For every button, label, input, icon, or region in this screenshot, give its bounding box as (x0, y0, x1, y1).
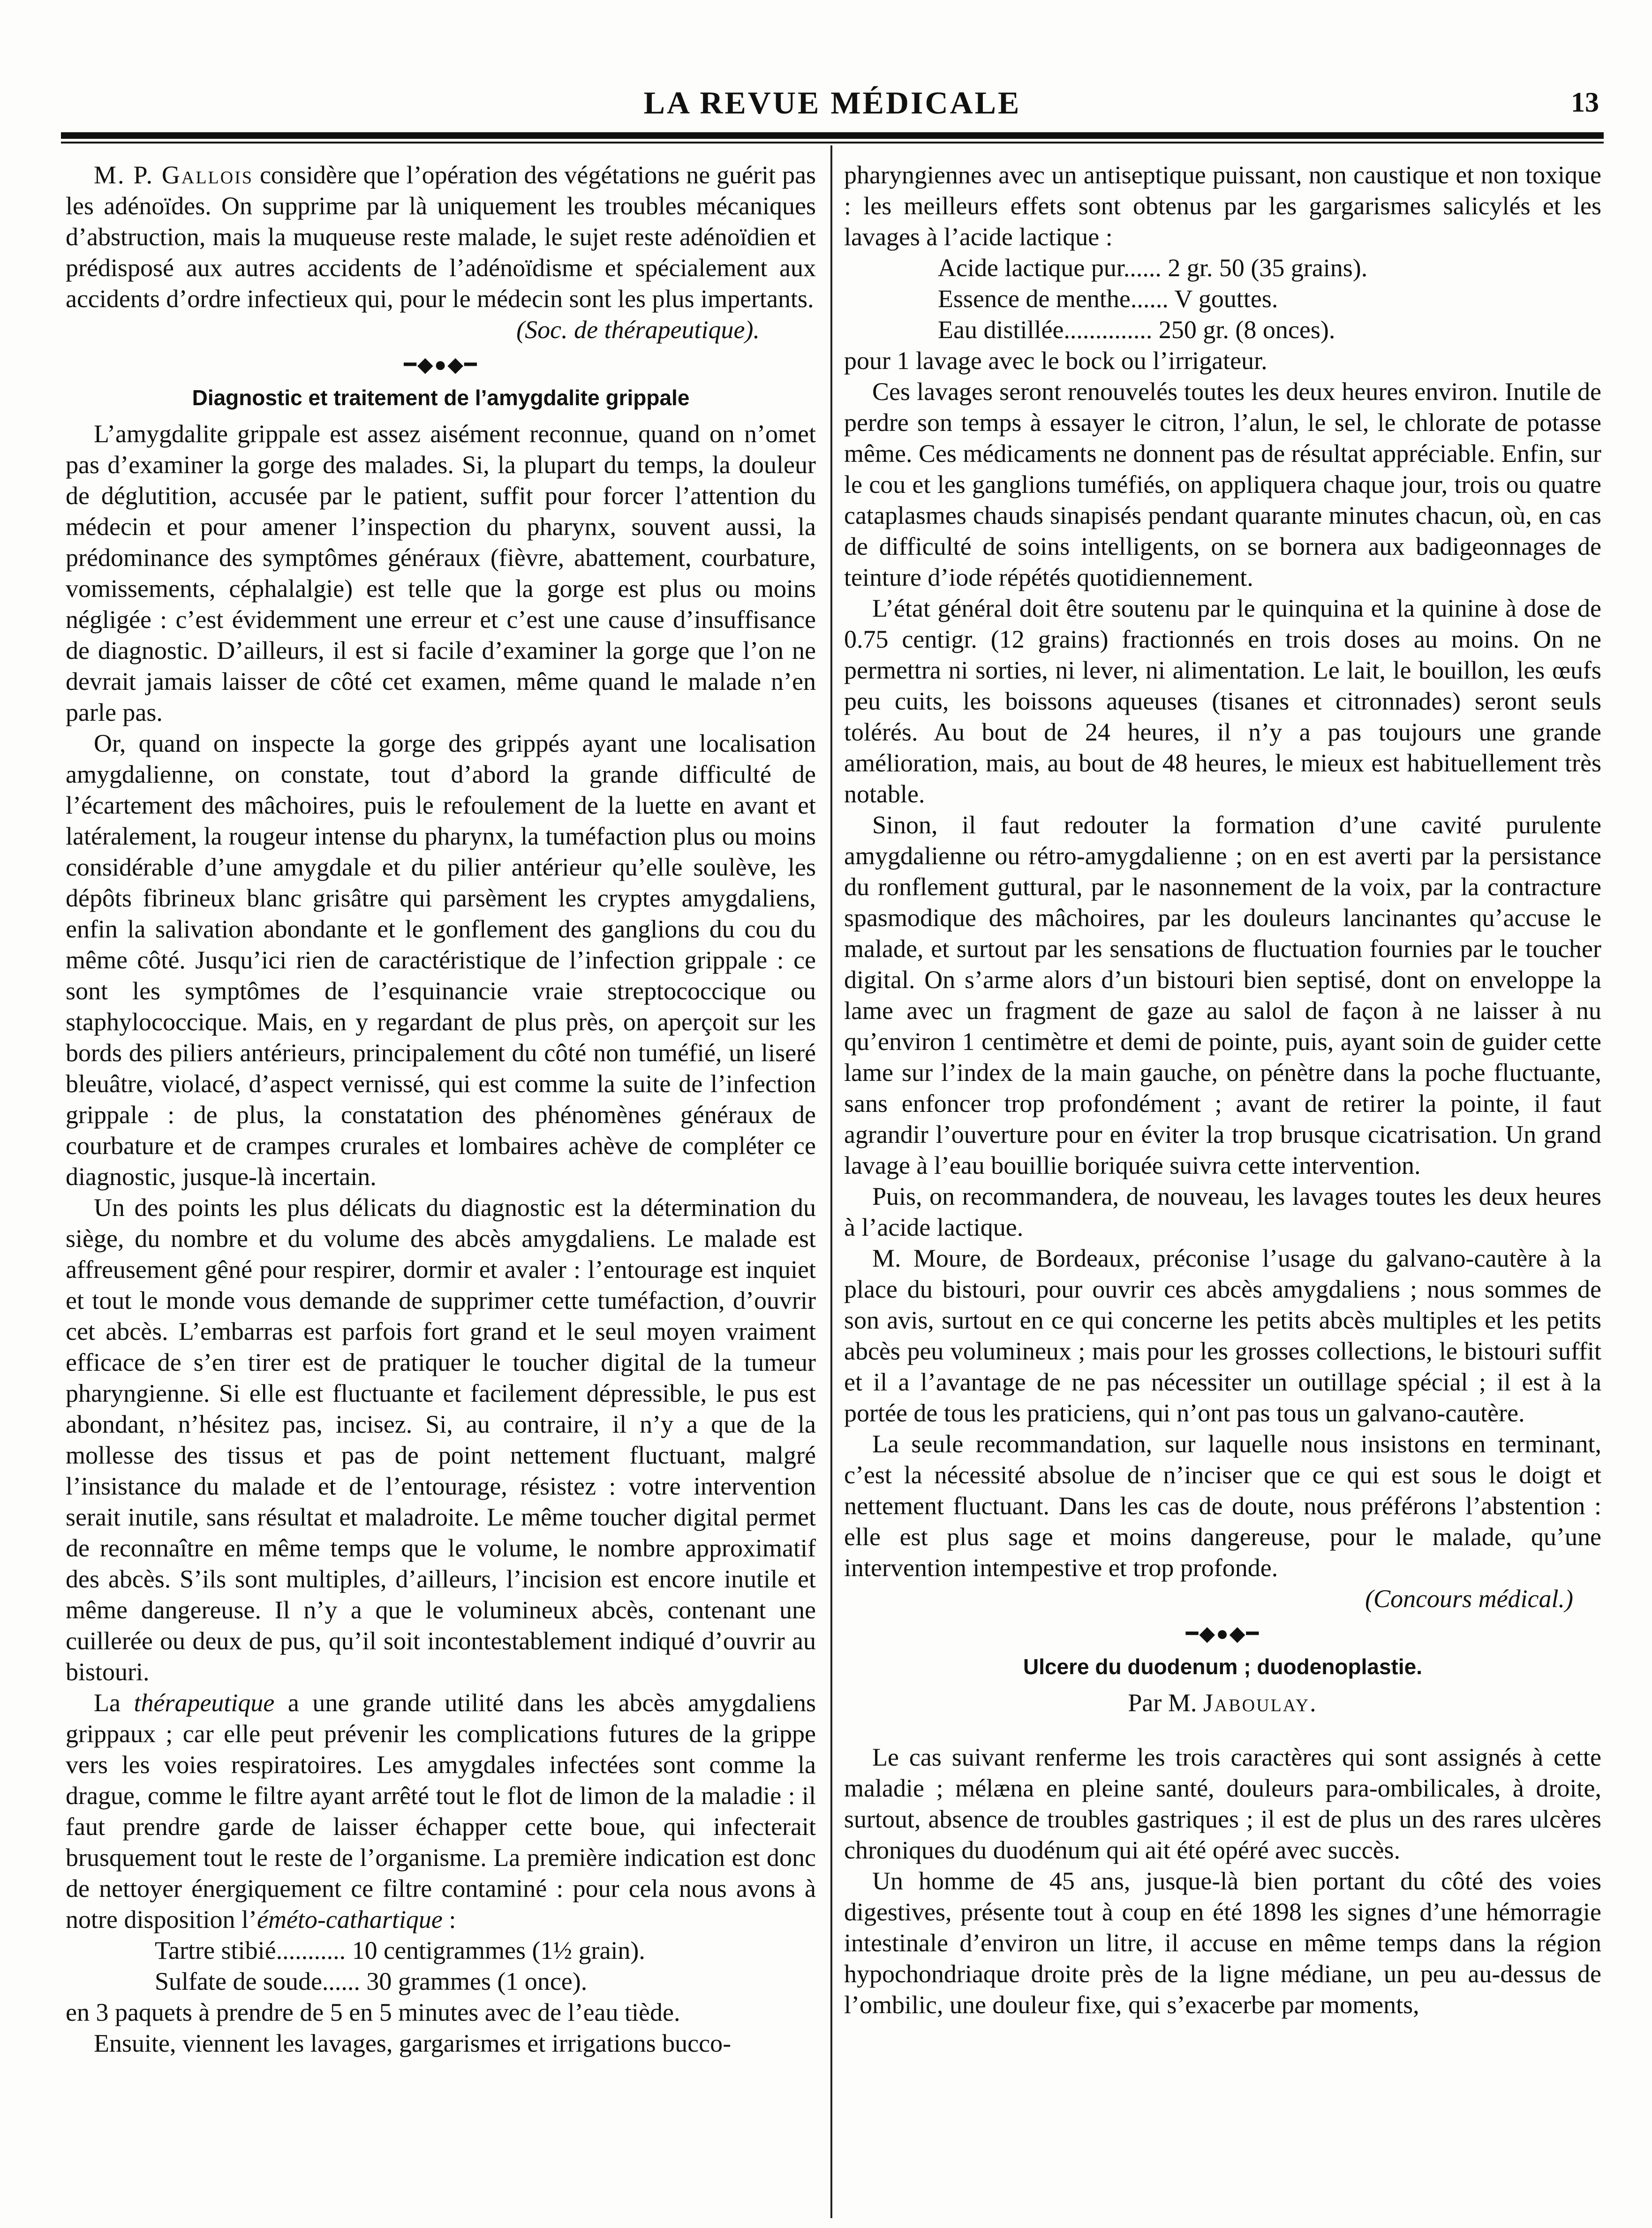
intro-author: M. P. Gallois (94, 161, 254, 189)
intro-paragraph (66, 159, 816, 314)
header-rule-thin (61, 142, 1604, 143)
article-paragraph: Or, quand on inspecte la gorge des grippés ayant une localisation amygdalienne, on constate, tout d’abord la grande difficulté de l’écartement des mâchoires, puis le refoulement de la luette en avant et latéralement, la rougeur intense du pharynx, la tuméfaction plus ou moins considérable d’une amygdale et du pilier antérieur qu’elle soulève, les dépôts fibrineux blanc grisâtre qui parsèment les cryptes amygdaliens, enfin la salivation abondante et le gonflement des ganglions du cou du même côté. Jusqu’ici rien de caractéristique de l’infection grippale : ce sont les symptômes de l’esquinancie vraie streptococcique ou staphylococcique. Mais, en y regardant de plus près, on aperçoit sur les bords des piliers antérieurs, principalement du côté non tuméfié, un liseré bleuâtre, violacé, d’aspect vernissé, qui est comme la suite de l’infection grippale : de plus, la constatation des phénomènes généraux de courbature et de crampes crurales et lombaires achève de compléter ce diagnostic, jusque-là incertain. (66, 729, 816, 1191)
recipe-line: Sulfate de soude...... 30 grammes (1 once). (155, 1967, 588, 1995)
article-paragraph: Le cas suivant renferme les trois caractères qui sont assignés à cette maladie ; mélæna en pleine santé, douleurs para-ombilicales, à droite, surtout, absence de troubles gastriques ; il est de plus un des rares ulcères chroniques du duodénum qui ait été opéré avec succès. (844, 1743, 1601, 1864)
article-paragraph: Un des points les plus délicats du diagnostic est la détermination du siège, du nombre et du volume des abcès amygdaliens. Le malade est affreusement gêné pour respirer, dormir et avaler : l’entourage est inquiet et tout le monde vous demande de supprimer cette tuméfaction, d’ouvrir cet abcès. L’embarras est parfois fort grand et le seul moyen vraiment efficace de s’en tirer est de pratiquer le toucher digital de la tumeur pharyngienne. Si elle est fluctuante et facilement dépressible, le pus est abondant, n’hésitez pas, incisez. Si, au contraire, il n’y a que de la mollesse des tissus et pas de point nettement fluctuant, malgré l’insistance du malade et de l’entourage, résistez : votre intervention serait inutile, sans résultat et maladroite. Le même toucher digital permet de reconnaître en même temps que le volume, le nombre approximatif des abcès. S’ils sont multiples, d’ailleurs, l’incision est encore inutile et même dangereuse. Il n’y a que le volumineux abcès, contenant une cuillerée ou deux de pus, qu’il soit incontestablement indiqué d’ouvrir au bistouri. (66, 1193, 816, 1686)
article-paragraph: Ces lavages seront renouvelés toutes les deux heures environ. Inutile de perdre son temps à essayer le citron, l’alun, le sel, le chlorate de potasse même. Ces médicaments ne donnent pas de résultat appréciable. Enfin, sur le cou et les ganglions tuméfiés, on appliquera chaque jour, trois ou quatre cataplasmes chauds sinapisés pendant quarante minutes chacun, où, en cas de difficulté de soins intelligents, on se bornera aux badigeonnages de teinture d’iode répétés quotidiennement. (844, 378, 1601, 591)
intro-text: considère que l’opération des végétations ne guérit pas les adénoïdes. On supprime par là uniquement les troubles mécaniques d’abstruction, mais la muqueuse reste malade, le sujet reste adénoïdien et prédisposé aux autres accidents de l’adénoïdisme et spécialement aux accidents d’ordre infectieux qui, pour le médecin sont les plus impertants. (66, 161, 816, 313)
italic-term: thérapeutique (134, 1689, 275, 1717)
article-paragraph: Puis, on recommandera, de nouveau, les lavages toutes les deux heures à l’acide lactique. (844, 1182, 1601, 1241)
section-ornament: ━◆●◆━ (1185, 1622, 1260, 1645)
article-paragraph: Ensuite, viennent les lavages, gargarismes et irrigations bucco- (94, 2029, 732, 2057)
article-paragraph: La seule recommandation, sur laquelle nous insistons en terminant, c’est la nécessité absolue de n’inciser que ce qui est sous le doigt et nettement fluctuant. Dans les cas de doute, nous préférons l’abstention : elle est plus sage et moins dangereuse, pour le malade, qu’une intervention intempestive et trop profonde. (844, 1430, 1601, 1582)
byline-author: Jaboulay. (1203, 1689, 1318, 1717)
left-column (66, 159, 816, 2213)
para-lead: La (94, 1689, 134, 1717)
section-ornament: ━◆●◆━ (404, 353, 478, 376)
recipe-instructions: en 3 paquets à prendre de 5 en 5 minutes avec de l’eau tiède. (66, 1998, 680, 2026)
journal-title: LA REVUE MÉDICALE (643, 85, 1021, 121)
recipe-line: Essence de menthe...... V gouttes. (938, 285, 1278, 313)
recipe-line: Acide lactique pur...... 2 gr. 50 (35 grains). (938, 254, 1368, 282)
article-paragraph: Un homme de 45 ans, jusque-là bien portant du côté des voies digestives, présente tout à coup en été 1898 les signes d’une hémorragie intestinale d’environ un litre, il accuse en même temps dans la région hypochondriaque droite près de la ligne médiane, un peu au-dessus de l’ombilic, une douleur fixe, qui s’exacerbe par moments, (844, 1867, 1601, 2019)
article-paragraph: L’état général doit être soutenu par le quinquina et la quinine à dose de 0.75 centigr. (12 grains) fractionnés en trois doses au moins. On ne permettra ni sorties, ni lever, ni alimentation. Le lait, le bouillon, les œufs peu cuits, les boissons aqueuses (tisanes et citronnades) seront seuls tolérés. Au bout de 24 heures, il n’y a pas toujours une grande amélioration, mais, au bout de 48 heures, le mieux est habituellement très notable. (844, 594, 1601, 808)
page-header (61, 80, 1604, 131)
article-source: (Concours médical.) (1365, 1585, 1573, 1613)
page-number: 13 (1571, 87, 1599, 118)
article2-title: Ulcere du duodenum ; duodenoplastie. (1023, 1654, 1423, 1679)
article-paragraph (66, 1687, 816, 1935)
recipe-instructions: pour 1 lavage avec le bock ou l’irrigateur. (844, 347, 1267, 375)
italic-term: éméto-cathartique (256, 1905, 443, 1933)
article-title: Diagnostic et traitement de l’amygdalite grippale (192, 385, 690, 410)
article-paragraph: L’amygdalite grippale est assez aisément reconnue, quand on n’omet pas d’examiner la gorge des malades. Si, la plupart du temps, la douleur de déglutition, accusée par le patient, suffit pour forcer l’attention du médecin et pour amener l’inspection du pharynx, souvent aussi, la prédominance des symptômes généraux (fièvre, abattement, courbature, vomissements, céphalalgie) est telle que la gorge est plus ou moins négligée : c’est évidemment une erreur et c’est une cause d’insuffisance de diagnostic. D’ailleurs, il est si facile d’examiner la gorge que l’on ne devrait jamais laisser de côté cet examen, même quand le malade n’en parle pas. (66, 420, 816, 726)
byline-prefix: Par M. (1128, 1689, 1203, 1717)
right-column (844, 159, 1601, 2213)
para-mid: a une grande utilité dans les abcès amygdaliens grippaux ; car elle peut prévenir les complications futures de la grippe vers les voies respiratoires. Les amygdales infectées sont comme la drague, comme le filtre ayant arrêté tout le flot de limon de la maladie : il faut prendre garde de laisser échapper cette boue, qui infecterait brusquement tout le reste de l’organisme. La première indication est donc de nettoyer énergiquement ce filtre contaminé : pour cela nous avons à notre disposition l’ (66, 1689, 816, 1933)
article-paragraph-continued: pharyngiennes avec un antiseptique puissant, non caustique et non toxique : les meilleurs effets sont obtenus par les gargarismes salicylés et les lavages à l’acide lactique : (844, 161, 1601, 251)
recipe-line: Tartre stibié........... 10 centigrammes (1½ grain). (155, 1936, 645, 1964)
recipe-line: Eau distillée.............. 250 gr. (8 onces). (938, 316, 1335, 344)
column-divider (830, 145, 832, 2218)
intro-source: (Soc. de thérapeutique). (516, 316, 760, 344)
article2-byline (844, 1687, 1601, 1718)
header-rule-thick (61, 132, 1604, 139)
article-paragraph: M. Moure, de Bordeaux, préconise l’usage du galvano-cautère à la place du bistouri, pour ouvrir ces abcès amygdaliens ; nous sommes de son avis, surtout en ce qui concerne les petits abcès multiples et les petits abcès peu volumineux ; mais pour les grosses collections, le bistouri suffit et il a l’avantage de ne pas nécessiter un outillage spécial ; il est à la portée de tous les praticiens, qui n’ont pas tous un galvano-cautère. (844, 1244, 1601, 1427)
para-end: : (442, 1905, 456, 1933)
article-paragraph: Sinon, il faut redouter la formation d’une cavité purulente amygdalienne ou rétro-amygdalienne ; on en est averti par la persistance du ronflement guttural, par le nasonnement de la voix, par la contracture spasmodique des mâchoires, par les douleurs lancinantes qu’accuse le malade, et surtout par les sensations de fluctuation fournies par le toucher digital. On s’arme alors d’un bistouri bien septisé, dont on enveloppe la lame avec un fragment de gaze au salol de façon à ne laisser à nu qu’environ 1 centimètre et demi de pointe, puis, ayant soin de guider cette lame sur l’index de la main gauche, on pénètre dans la poche fluctuante, sans enfoncer trop profondément ; avant de retirer la pointe, il faut agrandir l’ouverture pour en éviter la trop brusque cicatrisation. Un grand lavage à l’eau bouillie boriquée suivra cette intervention. (844, 811, 1601, 1179)
